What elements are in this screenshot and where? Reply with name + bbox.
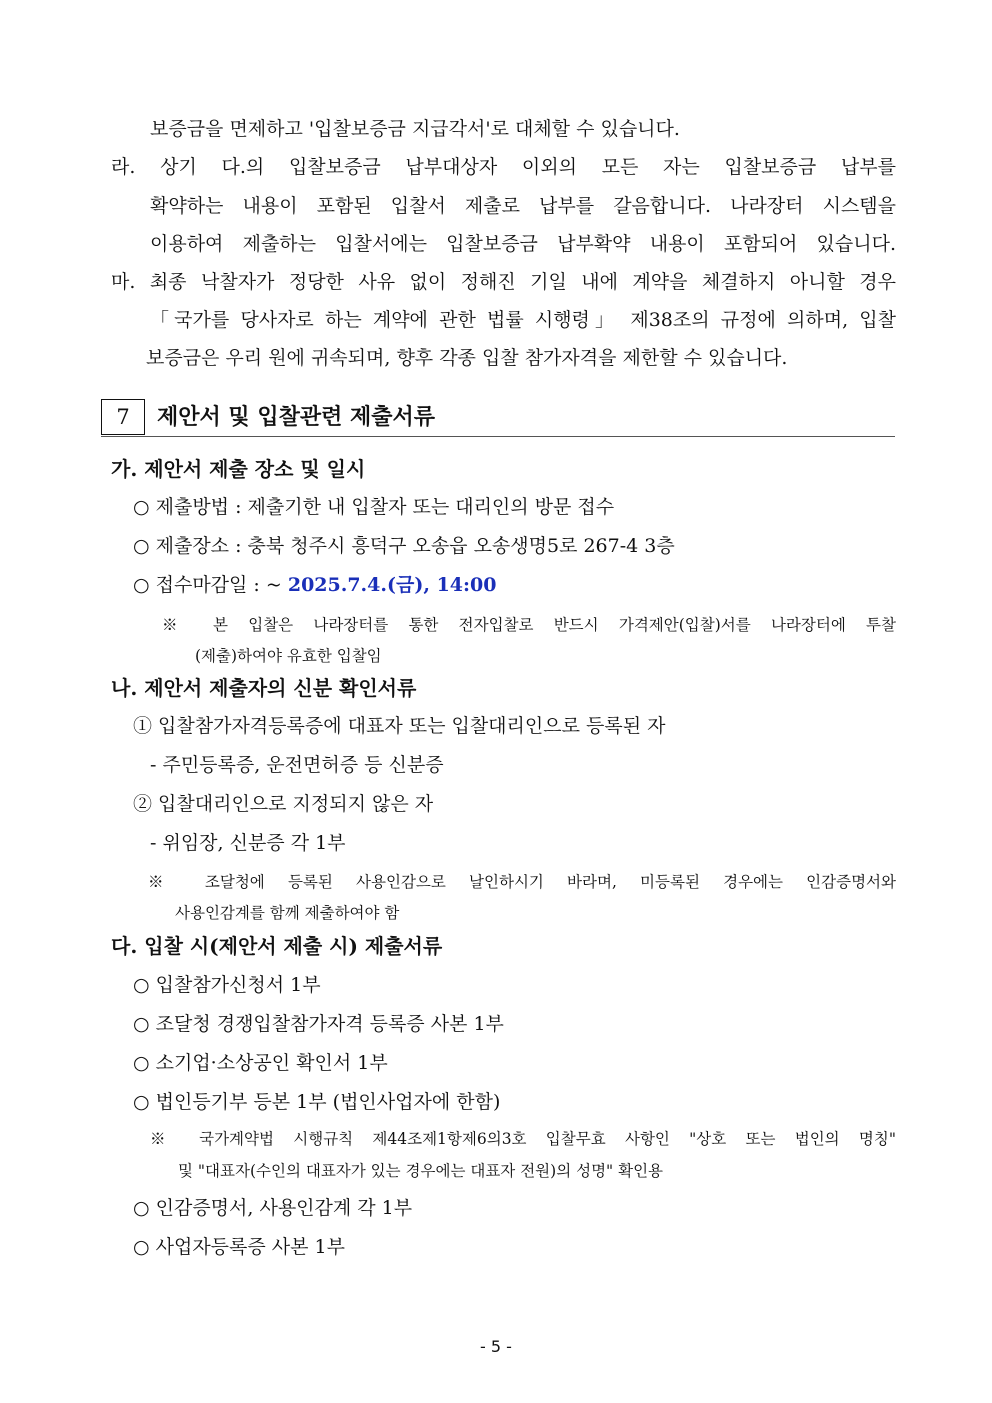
item-ma-line-2: 「국가를 당사자로 하는 계약에 관한 법률 시행령」 제38조의 규정에 의하며, 입찰 xyxy=(150,309,896,331)
da-item-1: ○ 입찰참가신청서 1부 xyxy=(133,974,321,996)
ga-submission-place: ○ 제출장소 : 충북 청주시 흥덕구 오송읍 오송생명5로 267-4 3층 xyxy=(133,535,675,557)
ga-deadline xyxy=(133,572,496,598)
ga-deadline-label: ○ 접수마감일 : ~ xyxy=(133,574,288,596)
na-item-2: ② 입찰대리인으로 지정되지 않은 자 xyxy=(133,793,434,815)
na-item-1: ① 입찰참가자격등록증에 대표자 또는 입찰대리인으로 등록된 자 xyxy=(133,715,666,737)
item-ra-line-1: 라. 상기 다.의 입찰보증금 납부대상자 이외의 모든 자는 입찰보증금 납부를 xyxy=(111,156,896,178)
section-number: 7 xyxy=(116,405,130,429)
da-item-6: ○ 사업자등록증 사본 1부 xyxy=(133,1236,345,1258)
da-item-2: ○ 조달청 경쟁입찰참가자격 등록증 사본 1부 xyxy=(133,1013,504,1035)
na-item-2-sub: - 위임장, 신분증 각 1부 xyxy=(150,832,346,854)
item-ma-line-3: 보증금은 우리 원에 귀속되며, 향후 각종 입찰 참가자격을 제한할 수 있습니다. xyxy=(146,347,788,369)
ga-note-line-2: (제출)하여야 유효한 입찰임 xyxy=(195,647,382,665)
ga-submission-method: ○ 제출방법 : 제출기한 내 입찰자 또는 대리인의 방문 접수 xyxy=(133,496,615,518)
section-divider xyxy=(101,436,895,437)
intro-line-1: 보증금을 면제하고 '입찰보증금 지급각서'로 대체할 수 있습니다. xyxy=(150,118,680,140)
heading-da: 다. 입찰 시(제안서 제출 시) 제출서류 xyxy=(111,934,443,958)
section-title: 제안서 및 입찰관련 제출서류 xyxy=(157,404,436,430)
da-note-line-2: 및 "대표자(수인의 대표자가 있는 경우에는 대표자 전원)의 성명" 확인용 xyxy=(178,1162,664,1180)
da-note-line-1: ※ 국가계약법 시행규칙 제44조제1항제6의3호 입찰무효 사항인 "상호 또는 법인의 명칭" xyxy=(150,1130,896,1148)
heading-na: 나. 제안서 제출자의 신분 확인서류 xyxy=(111,676,417,700)
na-note-line-2: 사용인감계를 함께 제출하여야 함 xyxy=(175,904,400,922)
item-ra-line-2: 확약하는 내용이 포함된 입찰서 제출로 납부를 갈음합니다. 나라장터 시스템을 xyxy=(150,195,896,217)
da-item-5: ○ 인감증명서, 사용인감계 각 1부 xyxy=(133,1197,413,1219)
section-number-box xyxy=(101,399,145,435)
na-item-1-sub: - 주민등록증, 운전면허증 등 신분증 xyxy=(150,754,444,776)
heading-ga: 가. 제안서 제출 장소 및 일시 xyxy=(111,457,366,481)
page-number: - 5 - xyxy=(480,1337,512,1356)
ga-note-line-1: ※ 본 입찰은 나라장터를 통한 전자입찰로 반드시 가격제안(입찰)서를 나라장터에 투찰 xyxy=(162,616,896,634)
item-ra-line-3: 이용하여 제출하는 입찰서에는 입찰보증금 납부확약 내용이 포함되어 있습니다. xyxy=(150,233,896,255)
ga-deadline-value: 2025.7.4.(금), 14:00 xyxy=(287,574,497,596)
da-item-4: ○ 법인등기부 등본 1부 (법인사업자에 한함) xyxy=(133,1091,501,1113)
na-note-line-1: ※ 조달청에 등록된 사용인감으로 날인하시기 바라며, 미등록된 경우에는 인감증명서와 xyxy=(148,873,896,891)
da-item-3: ○ 소기업·소상공인 확인서 1부 xyxy=(133,1052,388,1074)
item-ma-line-1: 마. 최종 낙찰자가 정당한 사유 없이 정해진 기일 내에 계약을 체결하지 아니할 경우 xyxy=(111,271,896,293)
